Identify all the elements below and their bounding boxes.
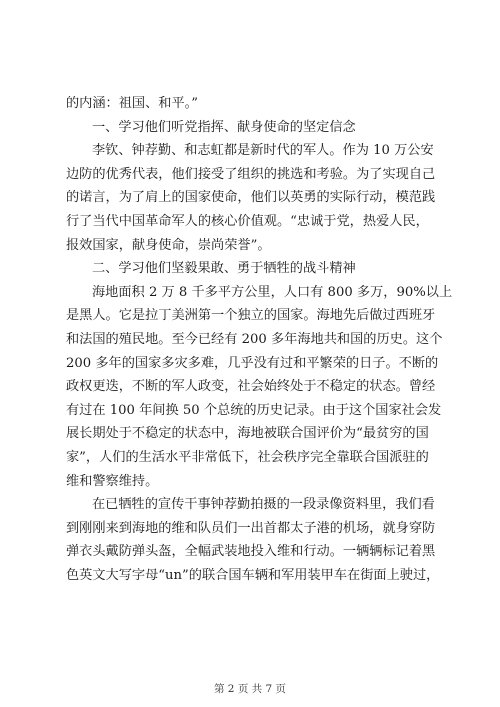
text-line: 政权更迭，不断的军人政变，社会始终处于不稳定的状态。曾经 <box>66 379 436 395</box>
text-line: 的诺言，为了肩上的国家使命，他们以英勇的实际行动，模范践 <box>66 190 436 206</box>
text-line: 色英文大写字母“un”的联合国车辆和军用装甲车在街面上驶过， <box>66 567 440 583</box>
text-line: 行了当代中国革命军人的核心价值观。“忠诚于党，热爱人民， <box>66 213 429 229</box>
text-line: 维和警察维持。 <box>66 473 159 489</box>
text-line: 海地面积 2 万 8 千多平方公里，人口有 800 多万，90%以上 <box>92 284 453 300</box>
document-body <box>66 92 453 587</box>
text-line: 边防的优秀代表，他们接受了组织的挑选和考验。为了实现自己 <box>66 166 436 182</box>
text-line: 二、学习他们坚毅果敢、勇于牺牲的战斗精神 <box>92 261 356 277</box>
text-line: 弹衣头戴防弹头盔，全幅武装地投入维和行动。一辆辆标记着黑 <box>66 544 436 560</box>
text-line: 和法国的殖民地。至今已经有 200 多年海地共和国的历史。这个 <box>66 331 443 347</box>
page-footer <box>0 681 500 696</box>
text-line: 到刚刚来到海地的维和队员们一出首都太子港的机场，就身穿防 <box>66 520 436 536</box>
text-line: 展长期处于不稳定的状态中，海地被联合国评价为“最贫穷的国 <box>66 426 429 442</box>
page-number-label: 第 2 页 共 7 页 <box>213 683 287 695</box>
text-line: 在已牺牲的宣传干事钟荐勤拍摄的一段录像资料里，我们看 <box>92 497 435 513</box>
text-line: 一、学习他们听党指挥、献身使命的坚定信念 <box>92 119 356 135</box>
text-line: 报效国家，献身使命，崇尚荣誉”。 <box>66 237 271 253</box>
text-line: 是黑人。它是拉丁美洲第一个独立的国家。海地先后做过西班牙 <box>66 308 436 324</box>
text-line: 的内涵：祖国、和平。” <box>66 96 199 111</box>
text-line: 200 多年的国家多灾多难，几乎没有过和平繁荣的日子。不断的 <box>66 355 439 371</box>
text-line: 家”，人们的生活水平非常低下，社会秩序完全靠联合国派驻的 <box>66 449 429 465</box>
text-line: 李钦、钟荐勤、和志虹都是新时代的军人。作为 10 万公安 <box>92 143 434 159</box>
text-line: 有过在 100 年间换 50 个总统的历史记录。由于这个国家社会发 <box>66 402 442 418</box>
